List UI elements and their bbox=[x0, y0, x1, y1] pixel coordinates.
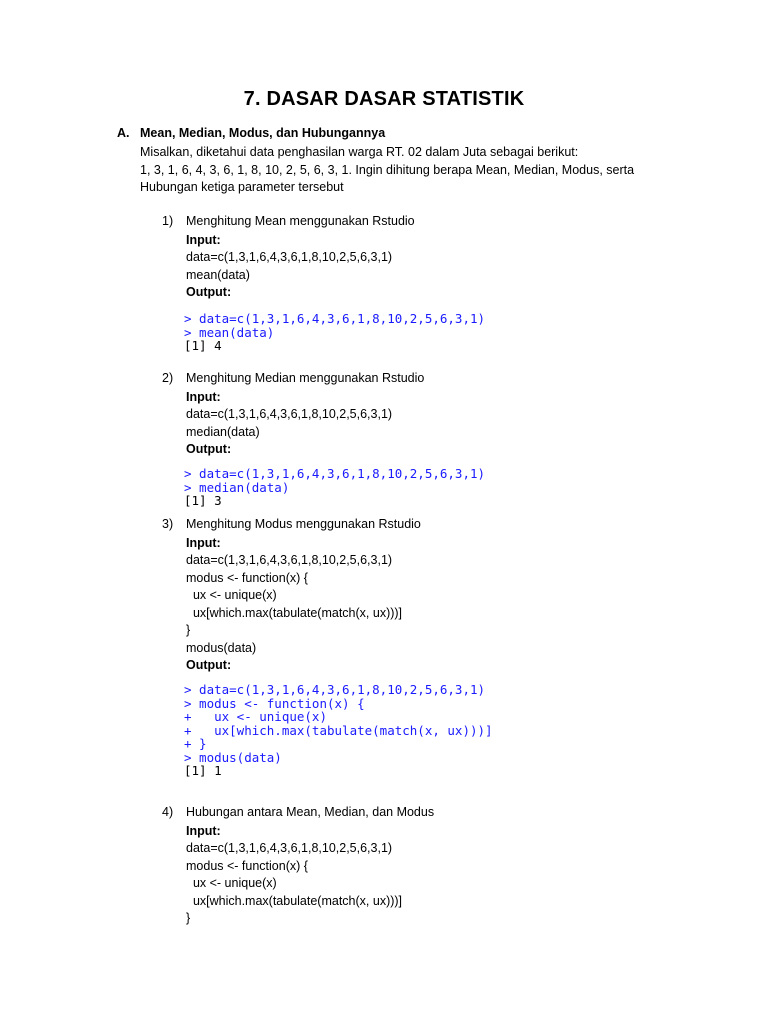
console-result: [1] 1 bbox=[184, 763, 222, 778]
input-label: Input: bbox=[186, 389, 221, 404]
intro-line: Hubungan ketiga parameter tersebut bbox=[140, 180, 344, 194]
input-line: modus(data) bbox=[186, 640, 257, 655]
output-label: Output: bbox=[186, 442, 232, 456]
item-heading: Hubungan antara Mean, Median, dan Modus bbox=[186, 805, 435, 819]
section-title: Mean, Median, Modus, dan Hubungannya bbox=[140, 126, 386, 140]
console-line: > modus <- function(x) { bbox=[184, 695, 365, 711]
console-result: [1] 3 bbox=[184, 493, 222, 508]
input-line: modus <- function(x) { bbox=[186, 858, 308, 873]
section-letter: A. bbox=[117, 126, 130, 140]
input-line: data=c(1,3,1,6,4,3,6,1,8,10,2,5,6,3,1) bbox=[186, 250, 393, 264]
input-line: ux <- unique(x) bbox=[186, 588, 277, 602]
console-line: > data=c(1,3,1,6,4,3,6,1,8,10,2,5,6,3,1) bbox=[184, 311, 486, 326]
output-label: Output: bbox=[186, 658, 232, 672]
item-number: 4) bbox=[162, 805, 174, 819]
item-number: 3) bbox=[162, 517, 174, 531]
item-number: 2) bbox=[162, 371, 174, 385]
input-block bbox=[186, 823, 402, 928]
input-line: data=c(1,3,1,6,4,3,6,1,8,10,2,5,6,3,1) bbox=[186, 841, 393, 855]
input-line: ux <- unique(x) bbox=[186, 876, 277, 890]
input-line: data=c(1,3,1,6,4,3,6,1,8,10,2,5,6,3,1) bbox=[186, 407, 393, 421]
input-line: modus <- function(x) { bbox=[186, 570, 308, 585]
input-label: Input: bbox=[186, 535, 221, 550]
input-block bbox=[186, 232, 392, 302]
console-line: > modus(data) bbox=[184, 749, 282, 765]
console-result: [1] 4 bbox=[184, 338, 222, 353]
input-line: ux[which.max(tabulate(match(x, ux)))] bbox=[186, 893, 403, 908]
input-block bbox=[186, 389, 392, 459]
console-line: + } bbox=[184, 736, 207, 751]
intro-line: 1, 3, 1, 6, 4, 3, 6, 1, 8, 10, 2, 5, 6, 3, 1. Ingin dihitung berapa Mean, Median, Modus, serta bbox=[140, 162, 635, 177]
console-line: > data=c(1,3,1,6,4,3,6,1,8,10,2,5,6,3,1) bbox=[184, 466, 486, 481]
console-output bbox=[184, 467, 485, 508]
input-line: data=c(1,3,1,6,4,3,6,1,8,10,2,5,6,3,1) bbox=[186, 553, 393, 567]
console-line: > mean(data) bbox=[184, 324, 275, 340]
output-label: Output: bbox=[186, 285, 232, 299]
input-line: median(data) bbox=[186, 424, 260, 439]
item-heading: Menghitung Mean menggunakan Rstudio bbox=[186, 214, 415, 228]
input-block bbox=[186, 535, 402, 675]
input-line: } bbox=[186, 911, 191, 925]
console-line: + ux[which.max(tabulate(match(x, ux)))] bbox=[184, 722, 493, 738]
console-line: > data=c(1,3,1,6,4,3,6,1,8,10,2,5,6,3,1) bbox=[184, 682, 486, 697]
console-output bbox=[184, 312, 485, 353]
item-heading: Menghitung Modus menggunakan Rstudio bbox=[186, 517, 421, 531]
console-output bbox=[184, 683, 493, 778]
intro-line: Misalkan, diketahui data penghasilan warga RT. 02 dalam Juta sebagai berikut: bbox=[140, 145, 579, 159]
input-line: } bbox=[186, 623, 191, 637]
input-line: ux[which.max(tabulate(match(x, ux)))] bbox=[186, 605, 403, 620]
item-heading: Menghitung Median menggunakan Rstudio bbox=[186, 371, 425, 385]
section-intro bbox=[140, 144, 660, 197]
input-label: Input: bbox=[186, 232, 221, 247]
input-line: mean(data) bbox=[186, 267, 250, 282]
console-line: + ux <- unique(x) bbox=[184, 709, 327, 724]
input-label: Input: bbox=[186, 823, 221, 838]
page-title: 7. DASAR DASAR STATISTIK bbox=[243, 88, 525, 110]
console-line: > median(data) bbox=[184, 479, 290, 495]
item-number: 1) bbox=[162, 214, 174, 228]
